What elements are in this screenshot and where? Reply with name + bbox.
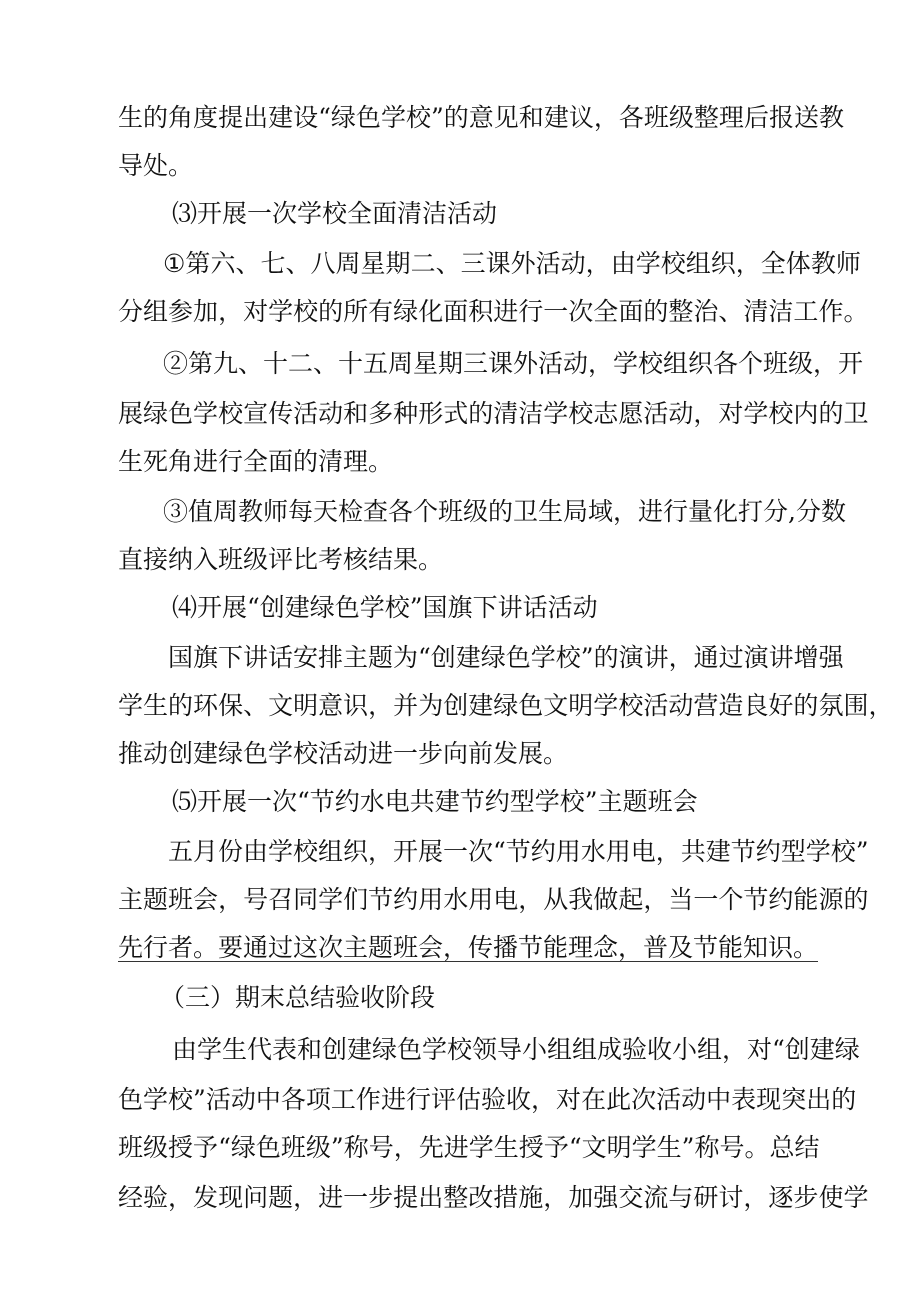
paragraph-line [118,399,869,429]
text-line: 生 的 角 度 提 出 建 设 “ 绿 色 学 校 ” 的 意 见 和 建 议 ， 各 班 级 整 理 后 报 送 教 [118,103,844,132]
paragraph-line [118,885,869,915]
paragraph-line [118,151,193,181]
paragraph-line [172,1035,860,1065]
text-line: 国旗下讲话安排主题为“创建绿色学校”的演讲，通过演讲增强 [168,643,844,672]
text-line: 导处。 [118,151,194,180]
text-line: 推动创建绿色学校活动进一步向前发展。 [118,739,569,768]
section-heading [172,593,598,623]
heading-text: （三）期末总结验收阶段 [160,983,436,1012]
text-line: 分 组 参 加 ， 对 学 校 的 所 有 绿 化 面 积 进 行 一 次 全 面 的 整 治 、 清 洁 工 作 。 [118,297,869,326]
paragraph-line [118,691,894,721]
paragraph-line [118,739,568,769]
section-heading [160,983,435,1013]
paragraph-line [118,1183,869,1213]
text-line: 先行者。要通过这次主题班会，传播节能理念，普及节能知识。 [118,933,819,962]
paragraph-line [163,349,863,379]
paragraph-line [168,837,869,867]
heading-text: ⑶开展一次学校全面清洁活动 [172,199,498,228]
section-heading [172,199,497,229]
text-line: 由学生代表和创建绿色学校领导小组组成验收小组，对“创建绿 [172,1035,860,1064]
paragraph-line [168,643,844,673]
text-line: ① 第 六 、 七 、 八 周 星 期 二 、 三 课 外 活 动 ， 由 学 校 组 织 ， 全 体 教 师 [163,249,861,278]
text-line: 五月份由学校组织，开展一次“节约用水用电，共建节约型学校” [168,837,869,866]
text-line: 展 绿 色 学 校 宣 传 活 动 和 多 种 形 式 的 清 洁 学 校 志 愿 活 动 ， 对 学 校 内 的 卫 [118,399,869,428]
text-line: 学 生 的 环 保 、 文 明 意 识 ， 并 为 创 建 绿 色 文 明 学 校 活 动 营 造 良 好 的 氛 围 ， [118,691,894,720]
paragraph-line [118,297,869,327]
paragraph-line [163,249,861,279]
horizontal-divider [118,961,818,962]
paragraph-line [118,1133,818,1163]
paragraph-line [163,497,846,527]
paragraph-line [118,933,818,963]
heading-text: ⑸开展一次“节约水电共建节约型学校”主题班会 [172,787,698,816]
paragraph-line [118,1085,857,1115]
text-line: 经 验 ， 发 现 问 题 ， 进 一 步 提 出 整 改 措 施 ， 加 强 交 流 与 研 讨 ， 逐 步 使 学 [118,1183,869,1212]
text-line: 直接纳入班级评比考核结果。 [118,545,444,574]
section-heading [172,787,698,817]
paragraph-line [118,545,443,575]
text-line: 班 级 授 予 “ 绿 色 班 级 ” 称 号 ， 先 进 学 生 授 予 “ 文 明 学 生 ” 称 号 。 总 结 [118,1133,820,1162]
paragraph-line [118,447,393,477]
text-line: 主 题 班 会 ， 号 召 同 学 们 节 约 用 水 用 电 ， 从 我 做 起 ， 当 一 个 节 约 能 源 的 [118,885,869,914]
paragraph-line [118,103,844,133]
text-line: ②第九、十二、十五周星期三课外活动，学校组织各个班级，开 [163,349,864,378]
text-line: 色 学 校 ” 活 动 中 各 项 工 作 进 行 评 估 验 收 ， 对 在 此 次 活 动 中 表 现 突 出 的 [118,1085,857,1114]
heading-text: ⑷开展“创建绿色学校”国旗下讲话活动 [172,593,598,622]
text-line: ③值周教师每天检查各个班级的卫生局域，进行量化打分,分数 [163,497,846,526]
text-line: 生死角进行全面的清理。 [118,447,394,476]
